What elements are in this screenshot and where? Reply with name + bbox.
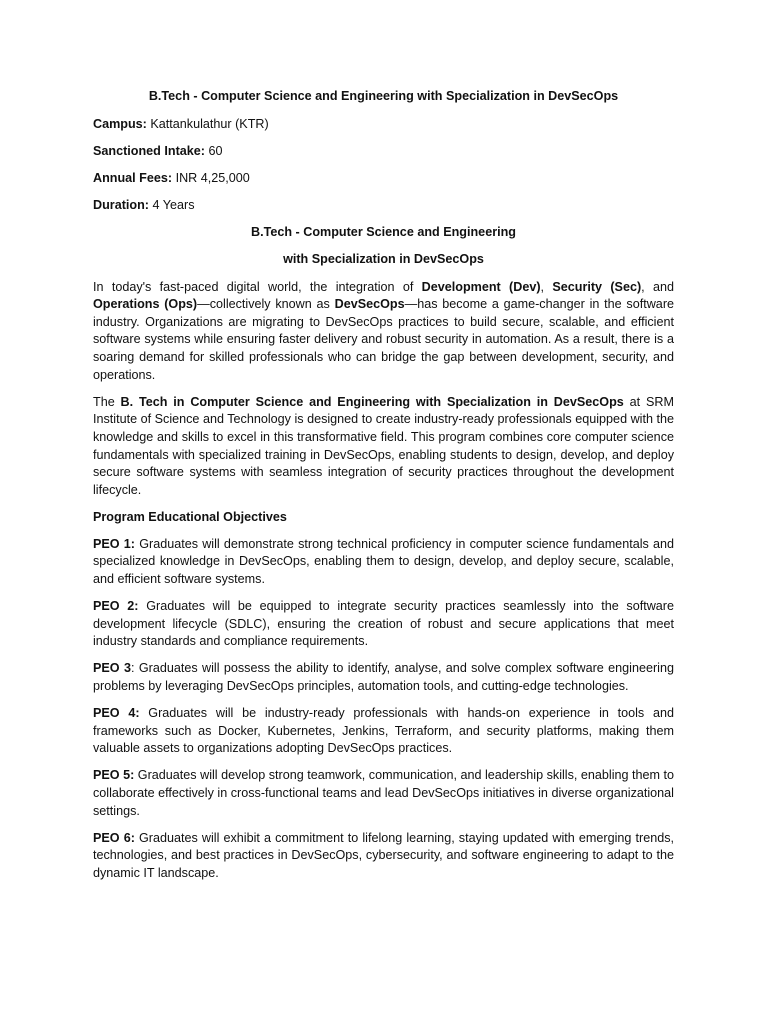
intro-paragraph-1 xyxy=(93,279,674,385)
text-run: , xyxy=(540,279,553,294)
field-label: Campus: xyxy=(93,116,147,131)
section-heading-line2: with Specialization in DevSecOps xyxy=(283,252,484,267)
peo-item xyxy=(93,660,674,695)
field-value: INR 4,25,000 xyxy=(175,170,250,185)
text-run: , and xyxy=(641,279,674,294)
fees-field xyxy=(93,170,674,188)
peo-text: Graduates will exhibit a commitment to lifelong learning, staying updated with emerging trends, technologies, and best practices in DevSecOps, cybersecurity, and software engineering to adapt to the dynamic IT landscape. xyxy=(93,830,675,880)
field-value: 4 Years xyxy=(152,197,195,212)
peo-item xyxy=(93,705,674,758)
peo-text: Graduates will demonstrate strong technical proficiency in computer science fundamentals and specialized knowledge in DevSecOps, enabling them to design, develop, and deploy secure, scalable, and efficient software systems. xyxy=(93,536,675,587)
intro-paragraph-2 xyxy=(93,394,674,500)
peo-heading: Program Educational Objectives xyxy=(93,509,287,524)
peo-text: Graduates will be industry-ready professionals with hands-on experience in tools and frameworks such as Docker, Kubernetes, Jenkins, Terraform, and security platforms, making them valuable assets to organizations adopting DevSecOps practices. xyxy=(93,706,674,756)
text-run: at SRM Institute of Science and Technology is designed to create industry-ready professionals equipped with the knowledge and skills to excel in this transformative field. This program combines core computer science fundamentals with specialized training in DevSecOps, enabling students to design, develop, and deploy secure software systems with seamless integration of security practices throughout the development lifecycle. xyxy=(93,394,674,497)
bold-term: DevSecOps xyxy=(334,297,405,312)
intake-field xyxy=(93,143,674,161)
peo-text: Graduates will develop strong teamwork, communication, and leadership skills, enabling them to collaborate effectively in cross-functional teams and lead DevSecOps initiatives in diverse organizational settings. xyxy=(93,768,675,818)
field-value: Kattankulathur (KTR) xyxy=(150,116,269,131)
bold-term: Security (Sec) xyxy=(552,279,642,294)
peo-item xyxy=(93,536,674,589)
peo-item xyxy=(93,830,674,883)
peo-label: PEO 5: xyxy=(93,768,135,783)
peo-label: PEO 2: xyxy=(93,599,139,614)
field-label: Annual Fees: xyxy=(93,170,173,185)
peo-label: PEO 6: xyxy=(93,830,135,845)
peo-label: PEO 4: xyxy=(93,706,140,721)
document-content xyxy=(93,88,674,892)
text-run: —collectively known as xyxy=(197,297,335,312)
peo-label: PEO 1: xyxy=(93,536,135,551)
page-title: B.Tech - Computer Science and Engineering with Specialization in DevSecOps xyxy=(148,89,619,103)
section-heading-line1: B.Tech - Computer Science and Engineering xyxy=(251,224,516,239)
field-value: 60 xyxy=(208,143,223,158)
text-run: In today's fast-paced digital world, the integration of xyxy=(93,279,422,294)
peo-item xyxy=(93,598,674,651)
bold-term: Development (Dev) xyxy=(421,279,541,294)
text-run: —has become a game-changer in the software industry. Organizations are migrating to DevSecOps practices to build secure, scalable, and efficient software systems while ensuring faster delivery and robust security in automation. As a result, there is a soaring demand for skilled professionals who can bridge the gap between development, security, and operations. xyxy=(93,297,675,382)
peo-text: : Graduates will possess the ability to identify, analyse, and solve complex software engineering problems by leveraging DevSecOps principles, automation tools, and cutting-edge technologies. xyxy=(93,661,674,694)
duration-field xyxy=(93,197,674,215)
field-label: Sanctioned Intake: xyxy=(93,143,205,158)
field-label: Duration: xyxy=(93,197,149,212)
bold-term: Operations (Ops) xyxy=(93,297,198,312)
peo-text: Graduates will be equipped to integrate security practices seamlessly into the software development lifecycle (SDLC), ensuring the creation of robust and secure applications that meet industry standards and compliance requirements. xyxy=(93,599,674,649)
peo-item xyxy=(93,767,674,820)
campus-field xyxy=(93,116,674,134)
text-run: The xyxy=(93,394,121,409)
bold-term: B. Tech in Computer Science and Engineering with Specialization in DevSecOps xyxy=(120,394,624,409)
peo-label: PEO 3 xyxy=(93,661,131,676)
